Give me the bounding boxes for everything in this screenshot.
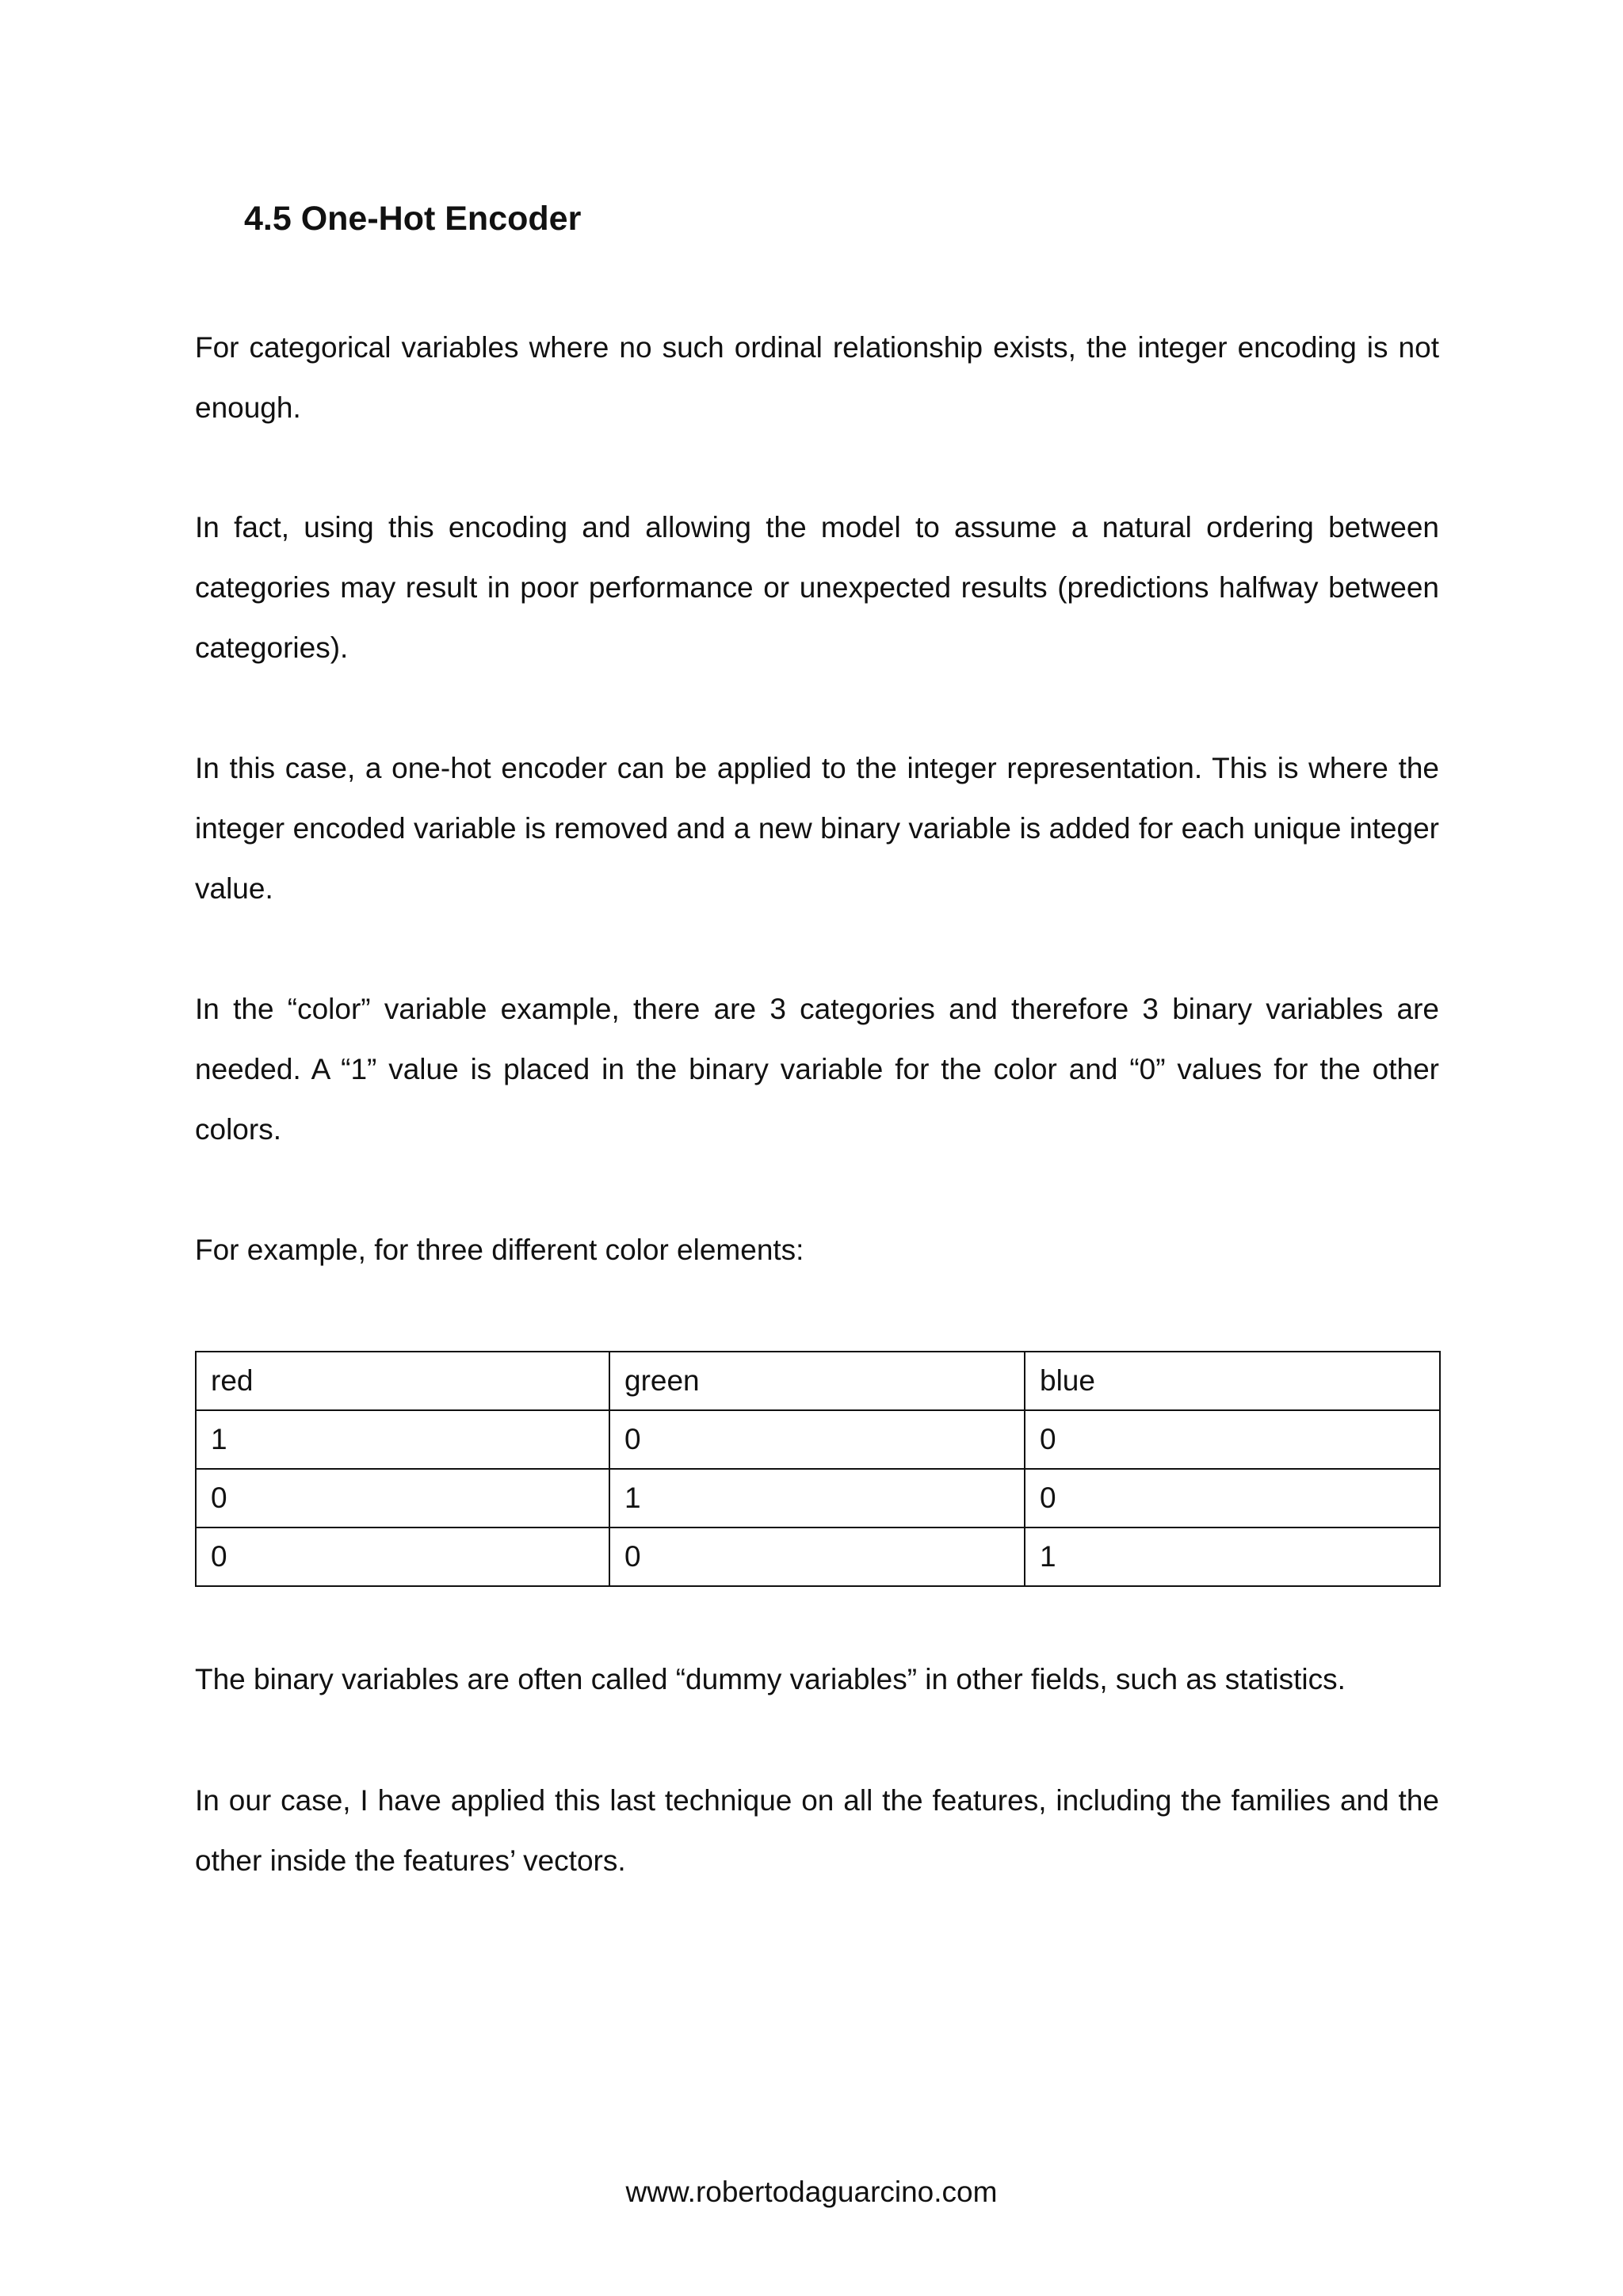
one-hot-table — [195, 1351, 1441, 1587]
paragraph-intro: For categorical variables where no such ordinal relationship exists, the integer encoding is not enough. — [195, 331, 1439, 424]
table-cell: 0 — [609, 1527, 1025, 1586]
section-heading: 4.5 One-Hot Encoder — [244, 200, 582, 238]
table-header-cell: blue — [1025, 1352, 1440, 1410]
table-header-cell: red — [196, 1352, 609, 1410]
paragraph-color-example: In the “color” variable example, there are 3 categories and therefore 3 binary variables are needed. A “1” value is placed in the binary variable for the color and “0” values for the other colors. — [195, 993, 1439, 1146]
table-cell: 1 — [196, 1410, 609, 1469]
table-cell: 0 — [609, 1410, 1025, 1469]
table-cell: 0 — [1025, 1410, 1440, 1469]
paragraph-one-hot-explanation: In this case, a one-hot encoder can be applied to the integer representation. This is where the integer encoded variable is removed and a new binary variable is added for each unique integer value. — [195, 752, 1439, 905]
table-row — [196, 1469, 1440, 1527]
paragraph-ordering-problem: In fact, using this encoding and allowing the model to assume a natural ordering between categories may result in poor performance or unexpected results (predictions halfway between categories). — [195, 511, 1439, 664]
table-row — [196, 1527, 1440, 1586]
table-cell: 0 — [1025, 1469, 1440, 1527]
table-cell: 1 — [609, 1469, 1025, 1527]
paragraph-dummy-variables: The binary variables are often called “dummy variables” in other fields, such as statistics. — [195, 1663, 1346, 1695]
paragraph-table-intro: For example, for three different color elements: — [195, 1234, 804, 1266]
table-header-row — [196, 1352, 1440, 1410]
table-cell: 0 — [196, 1527, 609, 1586]
table-cell: 1 — [1025, 1527, 1440, 1586]
footer-website: www.robertodaguarcino.com — [625, 2176, 998, 2208]
table-header-cell: green — [609, 1352, 1025, 1410]
paragraph-our-case: In our case, I have applied this last technique on all the features, including the families and the other inside the features’ vectors. — [195, 1784, 1439, 1877]
table-row — [196, 1410, 1440, 1469]
table-cell: 0 — [196, 1469, 609, 1527]
